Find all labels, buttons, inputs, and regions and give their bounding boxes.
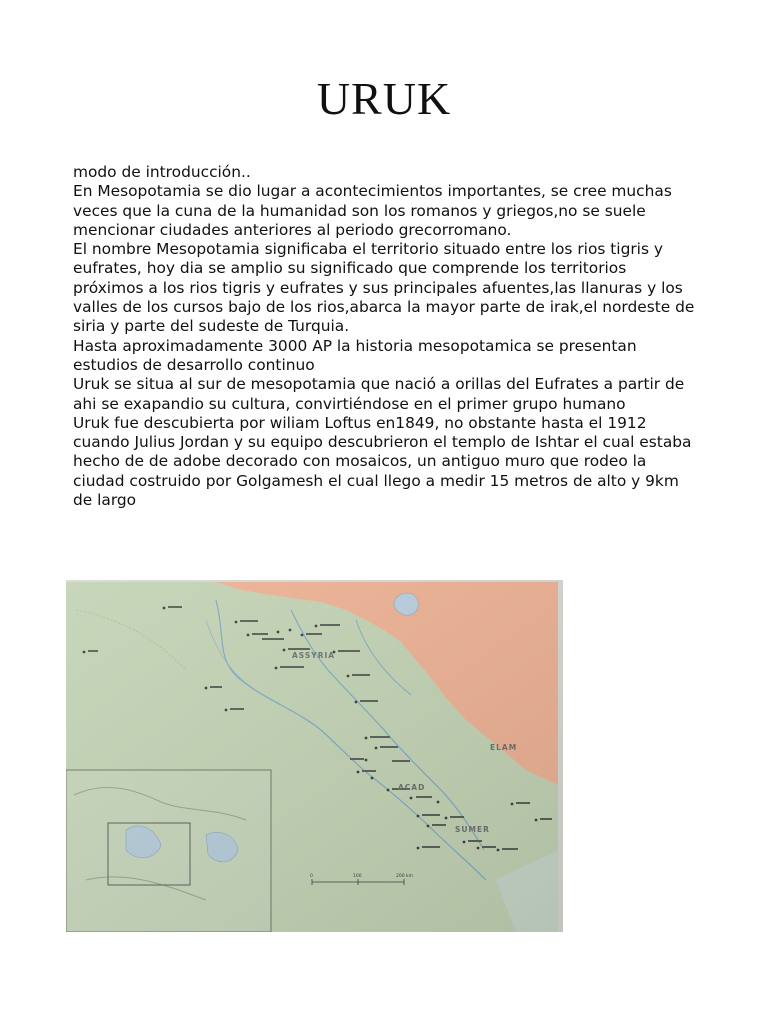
page-title: URUK [316,73,452,124]
paragraph-uruk-discovery: Uruk fue descubierta por wiliam Loftus en1849, no obstante hasta el 1912 cuando Julius Jordan y su equipo descubrieron el templo de Ishtar el cual estaba hecho de de adobe decorado con mosaicos, un antiguo muro que rodeo la ciudad costruido por Golgamesh el cual llego a medir 15 metros de alto y 9km de largo [73,413,692,510]
map-drawing [66,580,563,932]
paragraph-history: Hasta aproximadamente 3000 AP la historia mesopotamica se presentan estudios de desarrollo continuo [73,336,637,374]
mesopotamia-map-photo [66,580,563,932]
paragraph-mesopotamia-events: En Mesopotamia se dio lugar a acontecimientos importantes, se cree muchas veces que la cuna de la humanidad son los romanos y griegos,no se suele mencionar ciudades anteriores al periodo grecorromano. [73,182,672,239]
paragraph-intro: modo de introducción.. [73,163,251,181]
paragraph-uruk-location: Uruk se situa al sur de mesopotamia que nació a orillas del Eufrates a partir de ahi se exapandio su cultura, convirtiéndose en el primer grupo humano [73,375,685,413]
body-text [73,163,698,510]
paragraph-mesopotamia-name: El nombre Mesopotamia significaba el territorio situado entre los rios tigris y eufrates, hoy dia se amplio su significado que comprende los territorios próximos a los rios tigris y eufrates y sus principales afuentes,las llanuras y los valles de los cursos bajo de los rios,abarca la mayor parte de irak,el nordeste de siria y parte del sudeste de Turquia. [73,240,695,336]
